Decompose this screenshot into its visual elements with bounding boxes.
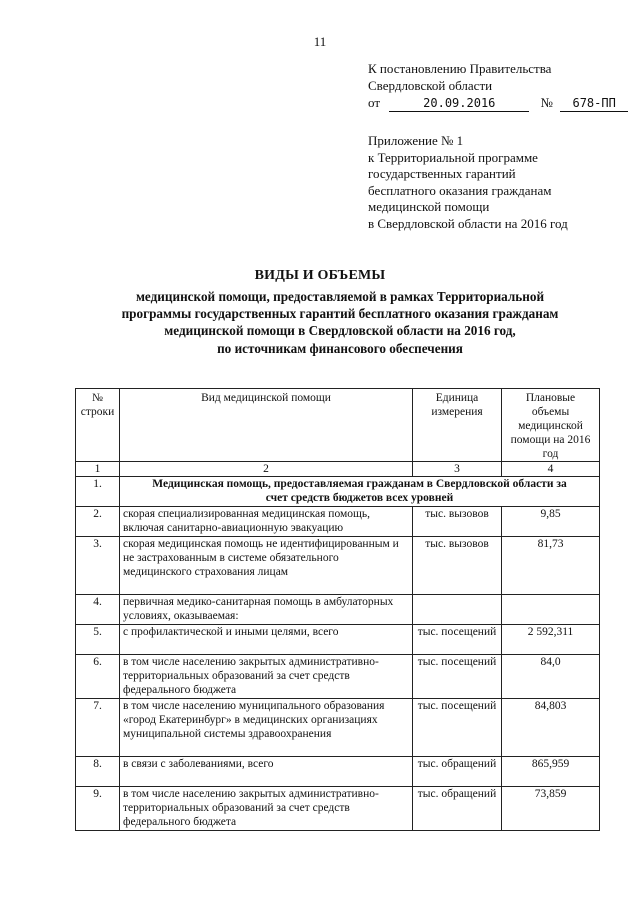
appendix-line: в Свердловской области на 2016 год [368, 215, 568, 231]
decree-date: 20.09.2016 [389, 96, 529, 112]
document-subtitle [60, 288, 620, 357]
page-number: 11 [313, 34, 327, 49]
decree-reference-line1: К постановлению Правительства [368, 61, 552, 76]
column-number: 4 [502, 462, 600, 477]
unit [413, 595, 502, 625]
planned-volume: 81,73 [502, 537, 600, 595]
section-row [76, 477, 600, 507]
planned-volume: 84,803 [502, 699, 600, 757]
care-type: скорая медицинская помощь не идентифицированным и не застрахованным в системе обязательного медицинского страхования лицам [120, 537, 413, 595]
row-number: 7. [76, 699, 120, 757]
header-planned-volume: Плановые объемы медицинской помощи на 2016 год [502, 389, 600, 462]
subtitle-line: медицинской помощи в Свердловской области на 2016 год, [164, 323, 516, 339]
from-label: от [368, 95, 381, 110]
care-type: в связи с заболеваниями, всего [120, 757, 413, 787]
table-row [76, 537, 600, 595]
row-number: 4. [76, 595, 120, 625]
document-title: ВИДЫ И ОБЪЕМЫ [254, 268, 386, 283]
medical-care-volumes-table [75, 388, 600, 831]
row-number: 9. [76, 787, 120, 831]
planned-volume: 865,959 [502, 757, 600, 787]
row-number: 1. [76, 477, 120, 507]
decree-date-number [368, 94, 628, 112]
planned-volume: 84,0 [502, 655, 600, 699]
row-number: 5. [76, 625, 120, 655]
care-type: в том числе населению муниципального образования «город Екатеринбург» в медицинских организациях муниципальной системы здравоохранения [120, 699, 413, 757]
decree-number: 678-ПП [560, 96, 628, 112]
column-number: 2 [120, 462, 413, 477]
care-type: скорая специализированная медицинская помощь, включая санитарно-авиационную эвакуацию [120, 507, 413, 537]
appendix-block [368, 133, 568, 233]
appendix-line: к Территориальной программе [368, 149, 538, 165]
table-row [76, 507, 600, 537]
planned-volume [502, 595, 600, 625]
appendix-line: медицинской помощи [368, 199, 490, 215]
number-label: № [540, 95, 553, 110]
row-number: 8. [76, 757, 120, 787]
unit: тыс. посещений [413, 625, 502, 655]
table-row [76, 787, 600, 831]
subtitle-line: медицинской помощи, предоставляемой в рамках Территориальной [135, 289, 545, 304]
unit: тыс. вызовов [413, 507, 502, 537]
table-row [76, 625, 600, 655]
care-type: в том числе населению закрытых административно-территориальных образований за счет средств федерального бюджета [120, 655, 413, 699]
appendix-line: бесплатного оказания гражданам [368, 182, 552, 198]
header-row-number: № строки [76, 389, 120, 462]
care-type: в том числе населению закрытых административно-территориальных образований за счет средств федерального бюджета [120, 787, 413, 831]
row-number: 3. [76, 537, 120, 595]
subtitle-line: программы государственных гарантий бесплатного оказания гражданам [121, 306, 559, 322]
section-heading: Медицинская помощь, предоставляемая гражданам в Свердловской области за счет средств бюджетов всех уровней [120, 477, 600, 507]
care-type: с профилактической и иными целями, всего [120, 625, 413, 655]
table-row [76, 655, 600, 699]
appendix-line: государственных гарантий [368, 166, 516, 182]
care-type: первичная медико-санитарная помощь в амбулаторных условиях, оказываемая: [120, 595, 413, 625]
unit: тыс. обращений [413, 757, 502, 787]
planned-volume: 73,859 [502, 787, 600, 831]
unit: тыс. обращений [413, 787, 502, 831]
header-unit: Единица измерения [413, 389, 502, 462]
row-number: 2. [76, 507, 120, 537]
planned-volume: 9,85 [502, 507, 600, 537]
column-number: 3 [413, 462, 502, 477]
table-row [76, 595, 600, 625]
header-care-type: Вид медицинской помощи [120, 389, 413, 462]
decree-reference-line2: Свердловской области [368, 78, 493, 93]
row-number: 6. [76, 655, 120, 699]
column-number: 1 [76, 462, 120, 477]
appendix-line: Приложение № 1 [368, 133, 464, 148]
planned-volume: 2 592,311 [502, 625, 600, 655]
table-row [76, 699, 600, 757]
unit: тыс. посещений [413, 699, 502, 757]
column-numbers-row [76, 462, 600, 477]
unit: тыс. посещений [413, 655, 502, 699]
table-row [76, 757, 600, 787]
table-header-row [76, 389, 600, 462]
subtitle-line: по источникам финансового обеспечения [217, 340, 463, 356]
unit: тыс. вызовов [413, 537, 502, 595]
